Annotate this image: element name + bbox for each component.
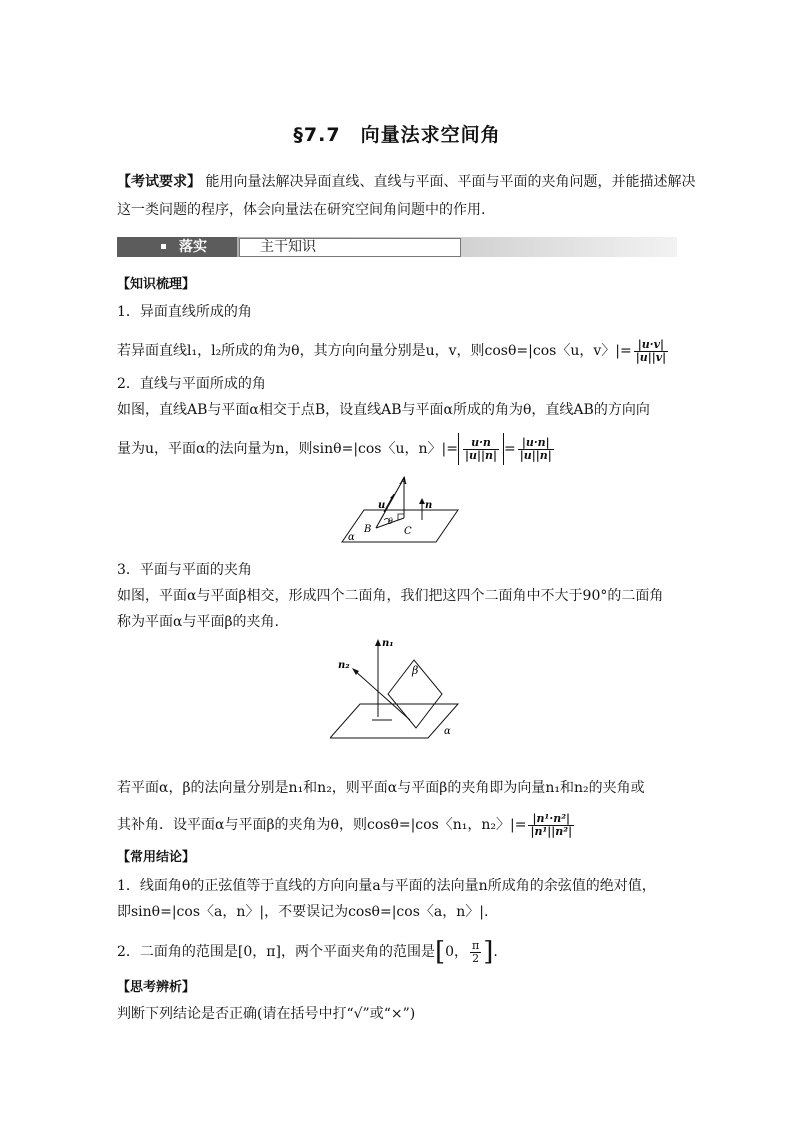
- think-heading: 【思考辨析】: [117, 980, 196, 995]
- label-b: B: [364, 524, 372, 535]
- banner-square-icon: [161, 244, 166, 249]
- page-title: §7.7 向量法求空间角: [293, 124, 501, 146]
- section2-fraction1-den: |u||n|: [464, 448, 497, 462]
- banner-left-label: 落实: [179, 239, 207, 255]
- section1-heading: 1．异面直线所成的角: [117, 304, 252, 320]
- section1-fraction-num: |u·v|: [634, 339, 668, 352]
- section3-text: 其补角．设平面α与平面β的夹角为θ，则cosθ=|cos〈n₁，n₂〉|=: [117, 817, 527, 833]
- conclusion1-line2: 即sinθ=|cos〈a，n〉|，不要误记为cosθ=|cos〈a，n〉|.: [117, 904, 489, 920]
- conclusion2-text: 2．二面角的范围是[0，π]，两个平面夹角的范围是: [117, 944, 435, 960]
- label-alpha: α: [348, 532, 355, 543]
- section1-formula: [117, 336, 682, 366]
- banner-right-label: 主干知识: [260, 239, 316, 255]
- label-n2: n₂: [338, 660, 350, 671]
- label-a: A: [400, 476, 408, 487]
- section2-text: 量为u，平面α的法向量为n，则sinθ=|cos〈u，n〉|=: [117, 441, 458, 457]
- label-alpha2: α: [444, 726, 451, 737]
- figure-line-plane: [340, 470, 460, 548]
- common-heading: 【常用结论】: [117, 850, 196, 865]
- section3-fraction-den: |n¹||n²|: [530, 824, 573, 838]
- section3-formula: [117, 810, 682, 840]
- label-c: C: [404, 526, 412, 537]
- exam-requirement-label: 【考试要求】: [117, 174, 201, 190]
- label-theta: θ: [388, 517, 393, 526]
- plane-alpha-shape: [330, 704, 458, 738]
- normal-n2-arrow: [354, 670, 410, 720]
- section1-fraction: [634, 339, 668, 364]
- label-beta: β: [412, 664, 419, 677]
- figure-plane-plane: [330, 634, 460, 740]
- right-bracket: ]: [483, 937, 494, 967]
- left-bracket: [: [434, 937, 446, 967]
- section3-line2: 称为平面α与平面β的夹角.: [117, 614, 279, 630]
- section1-fraction-den: |u||v|: [635, 350, 667, 364]
- bracket-zero: 0，: [445, 944, 469, 960]
- pi-over-two: [470, 940, 481, 965]
- section1-text: 若异面直线l₁，l₂所成的角为θ，其方向向量分别是u，v，则cosθ=|cos〈u，v〉|=: [117, 343, 632, 359]
- banner-dark-block: [117, 237, 237, 257]
- pi-num: π: [472, 938, 480, 952]
- section2-abs: [458, 433, 504, 465]
- section2-line1: 如图，直线AB与平面α相交于点B，设直线AB与平面α所成的角为θ，直线AB的方向向: [117, 402, 650, 418]
- banner-light-block: [239, 238, 461, 257]
- section2-fraction2-num: |u·n|: [518, 437, 554, 450]
- section-banner: [117, 237, 677, 257]
- section2-fraction2: [518, 437, 554, 462]
- section3-fraction-num: |n¹·n²|: [528, 813, 574, 826]
- section2-formula: [117, 433, 682, 465]
- conclusion2-period: .: [493, 944, 498, 960]
- section3-fraction: [528, 813, 574, 838]
- section3-line3: 若平面α，β的法向量分别是n₁和n₂，则平面α与平面β的夹角即为向量n₁和n₂的夹角或: [117, 780, 645, 796]
- label-u: u: [378, 500, 386, 511]
- conclusion2: [117, 935, 682, 969]
- exam-requirement-line1: [117, 172, 696, 192]
- section2-heading: 2．直线与平面所成的角: [117, 376, 266, 392]
- exam-requirement-text1: 能用向量法解决异面直线、直线与平面、平面与平面的夹角问题，并能描述解决: [205, 174, 696, 190]
- label-n: n: [425, 500, 433, 511]
- section2-fraction1: [463, 437, 499, 462]
- pi-den: 2: [472, 951, 480, 965]
- plane-alpha-shape: [342, 510, 458, 542]
- exam-requirement-line2: 这一类问题的程序，体会向量法在研究空间角问题中的作用.: [117, 202, 486, 218]
- vector-u-arrowhead: [390, 494, 394, 499]
- normal-n1-arrowhead: [375, 639, 381, 646]
- knowledge-heading: 【知识梳理】: [117, 277, 196, 292]
- section2-fraction2-den: |u||n|: [519, 448, 552, 462]
- section3-line1: 如图，平面α与平面β相交，形成四个二面角，我们把这四个二面角中不大于90°的二面角: [117, 588, 664, 604]
- section3-heading: 3．平面与平面的夹角: [117, 562, 252, 578]
- section2-equals: =: [504, 441, 516, 457]
- conclusion1-line1: 1．线面角θ的正弦值等于直线的方向向量a与平面的法向量n所成角的余弦值的绝对值，: [117, 878, 656, 894]
- think-text: 判断下列结论是否正确(请在括号中打“√”或“×”): [117, 1006, 416, 1022]
- section2-fraction1-num: u·n: [463, 437, 499, 450]
- label-n1: n₁: [382, 638, 394, 649]
